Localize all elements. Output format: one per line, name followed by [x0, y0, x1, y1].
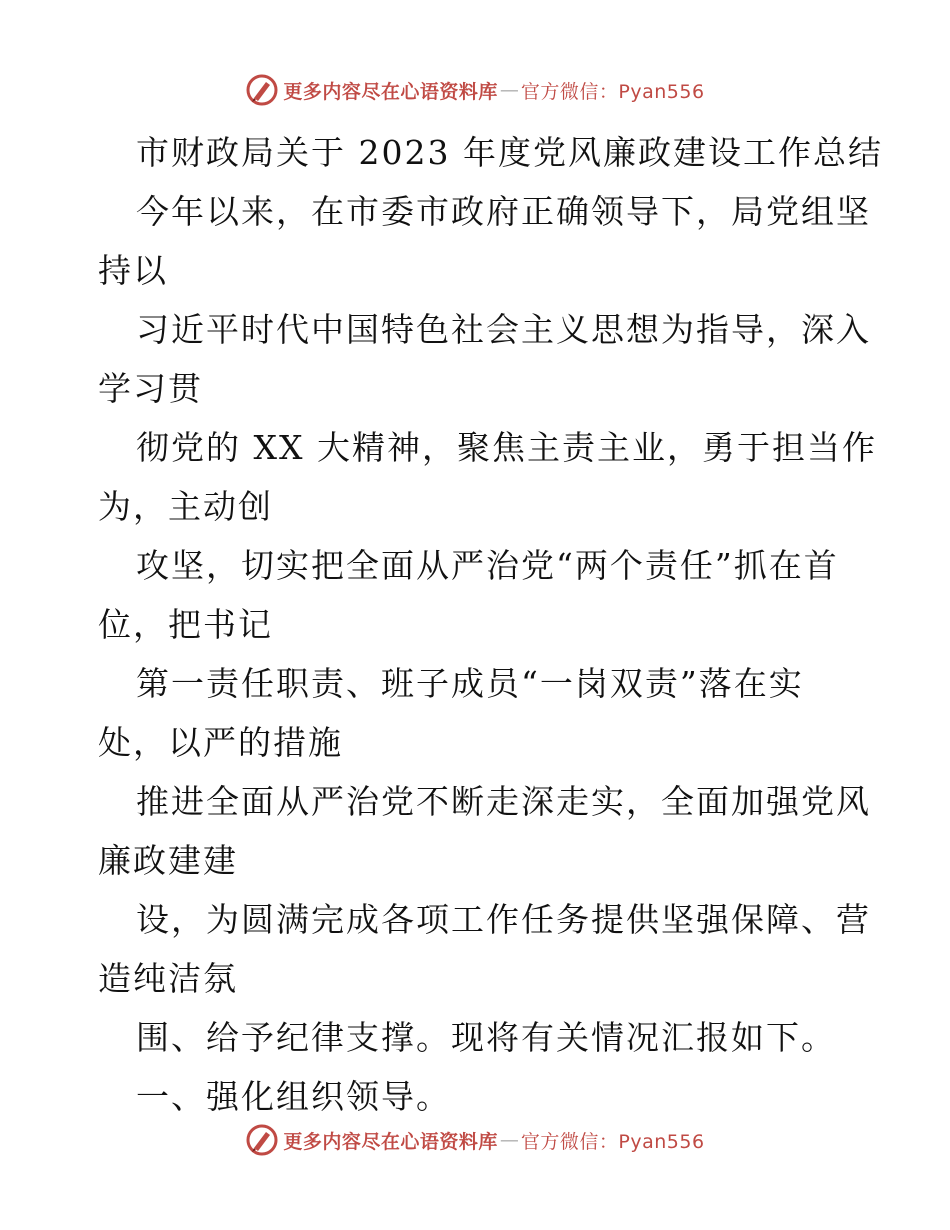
- watermark-contact: 官方微信：Pyan556: [520, 80, 705, 103]
- watermark-brand: 更多内容尽在心语资料库: [283, 80, 498, 103]
- doc-line: 今年以来，在市委市政府正确领导下，局党组坚: [136, 192, 871, 231]
- pen-logo-icon: [245, 73, 279, 107]
- watermark-contact: 官方微信：Pyan556: [520, 1130, 705, 1153]
- doc-line: 为，主动创: [98, 487, 273, 526]
- doc-line: 围、给予纪律支撑。现将有关情况汇报如下。: [136, 1018, 836, 1057]
- pen-logo-icon: [245, 1123, 279, 1157]
- doc-line: 持以: [98, 251, 168, 290]
- watermark-dash: —: [499, 1129, 519, 1151]
- doc-line: 第一责任职责、班子成员“一岗双责”落在实: [136, 664, 804, 703]
- doc-line: 位，把书记: [98, 605, 273, 644]
- doc-line: 造纯洁氛: [98, 959, 238, 998]
- doc-line: 设，为圆满完成各项工作任务提供坚强保障、营: [136, 900, 871, 939]
- doc-line: 习近平时代中国特色社会主义思想为指导，深入: [136, 310, 871, 349]
- doc-line: 廉政建建: [98, 841, 238, 880]
- header-watermark: [0, 72, 950, 108]
- doc-title: 市财政局关于 2023 年度党风廉政建设工作总结: [136, 133, 883, 172]
- watermark-brand: 更多内容尽在心语资料库: [283, 1130, 498, 1153]
- doc-line: 彻党的 XX 大精神，聚焦主责主业，勇于担当作: [136, 428, 877, 467]
- doc-line: 处，以严的措施: [98, 723, 343, 762]
- doc-line: 推进全面从严治党不断走深走实，全面加强党风: [136, 782, 871, 821]
- document-body: [98, 123, 883, 1126]
- footer-watermark: [0, 1122, 950, 1158]
- section-heading: 一、强化组织领导。: [136, 1077, 451, 1116]
- doc-line: 攻坚，切实把全面从严治党“两个责任”抓在首: [136, 546, 839, 585]
- doc-line: 学习贯: [98, 369, 203, 408]
- watermark-dash: —: [499, 79, 519, 101]
